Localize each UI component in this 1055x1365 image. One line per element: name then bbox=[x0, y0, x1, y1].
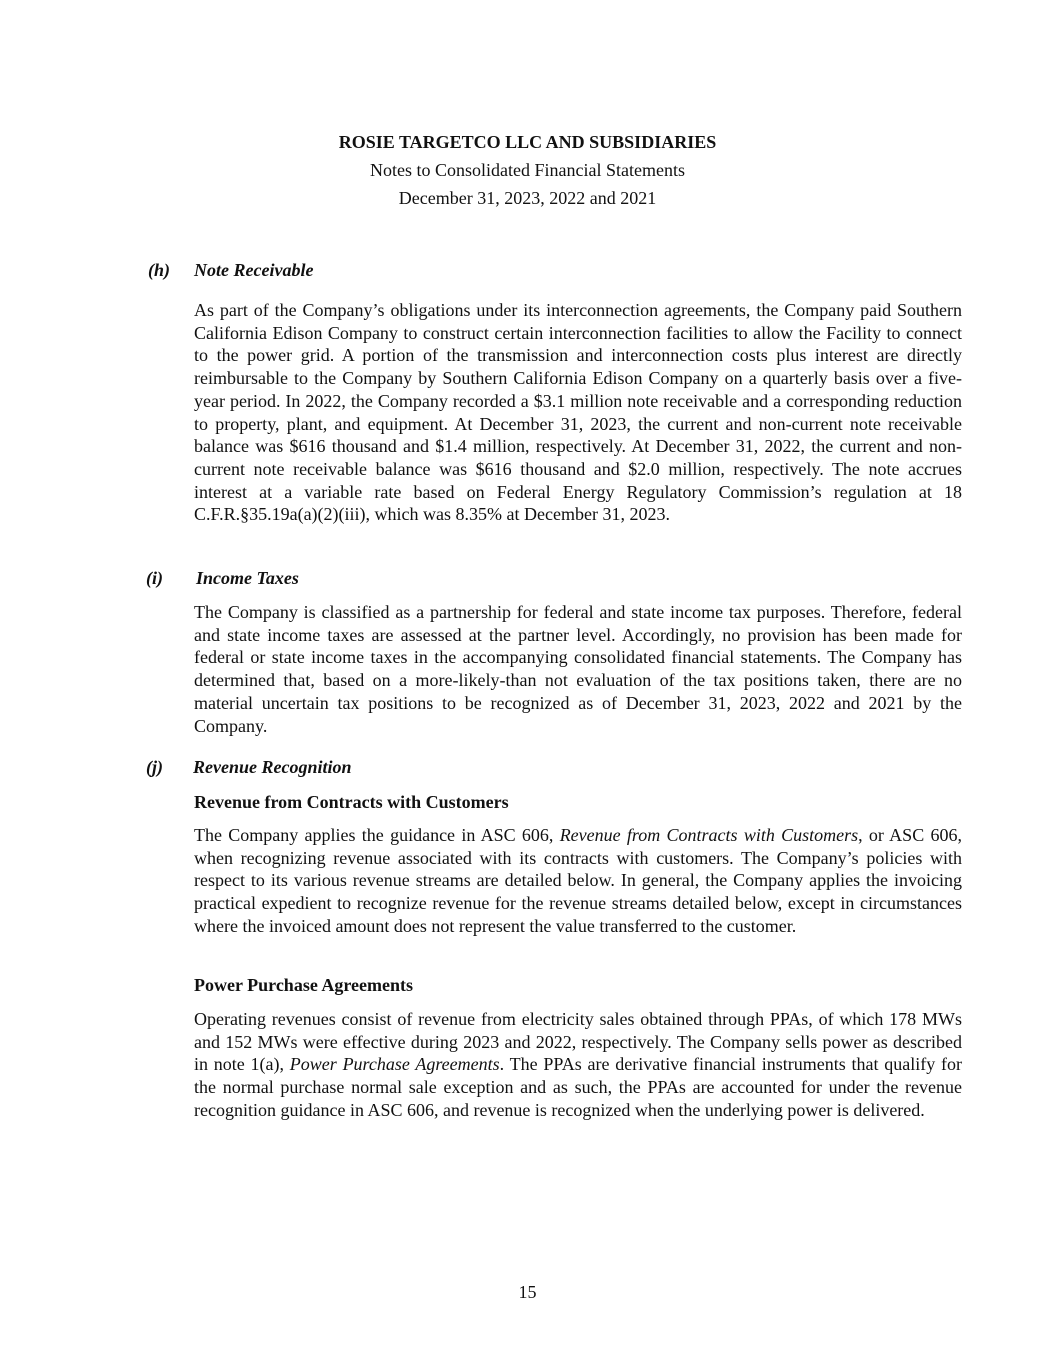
paragraph-income-taxes: The Company is classified as a partnership for federal and state income tax purposes. Therefore, federal and state income taxes are assessed at the partner level. Accordingly, no provision has been made for federal or state income taxes in the accompanying consolidated financial statements. The Company has determined that, based on a more-likely-than not evaluation of the tax positions taken, there are no material uncertain tax positions to be recognized as of December 31, 2023, 2022 and 2021 by the Company. bbox=[194, 602, 962, 736]
document-dates: December 31, 2023, 2022 and 2021 bbox=[398, 188, 657, 208]
section-title-income-taxes: Income Taxes bbox=[196, 568, 299, 588]
section-label-i: (i) bbox=[146, 568, 163, 588]
subsection-title-ppa: Power Purchase Agreements bbox=[194, 975, 413, 995]
section-title-revenue-recognition: Revenue Recognition bbox=[193, 757, 352, 777]
paragraph-contracts-with-customers: The Company applies the guidance in ASC 606, Revenue from Contracts with Customers, or ASC 606, when recognizing revenue associated with its contracts with customers. The Company’s policies with respect to its various revenue streams are detailed below. In general, the Company applies the invoicing practical expedient to recognize revenue for the revenue streams detailed below, except in circumstances where the invoiced amount does not represent the value transferred to the customer. bbox=[194, 825, 962, 936]
document-subtitle: Notes to Consolidated Financial Statements bbox=[370, 160, 685, 180]
paragraph-power-purchase-agreements: Operating revenues consist of revenue from electricity sales obtained through PPAs, of which 178 MWs and 152 MWs were effective during 2023 and 2022, respectively. The Company sells power as described in note 1(a), Power Purchase Agreements. The PPAs are derivative financial instruments that qualify for the normal purchase normal sale exception and as such, the PPAs are accounted for under the revenue recognition guidance in ASC 606, and revenue is recognized when the underlying power is delivered. bbox=[194, 1009, 962, 1120]
page-number: 15 bbox=[518, 1282, 537, 1302]
section-title-note-receivable: Note Receivable bbox=[194, 260, 314, 280]
section-label-j: (j) bbox=[146, 757, 163, 777]
section-label-h: (h) bbox=[148, 260, 170, 280]
paragraph-note-receivable: As part of the Company’s obligations under its interconnection agreements, the Company paid Southern California Edison Company to construct certain interconnection facilities to allow the Facility to connect to the power grid. A portion of the transmission and interconnection costs plus interest are directly reimbursable to the Company by Southern California Edison Company on a quarterly basis over a five-year period. In 2022, the Company recorded a $3.1 million note receivable and a corresponding reduction to property, plant, and equipment. At December 31, 2023, the current and non-current note receivable balance was $616 thousand and $1.4 million, respectively. At December 31, 2022, the current and non-current note receivable balance was $616 thousand and $2.0 million, respectively. The note accrues interest at a variable rate based on Federal Energy Regulatory Commission’s regulation at 18 C.F.R.§35.19a(a)(2)(iii), which was 8.35% at December 31, 2023. bbox=[194, 300, 962, 525]
subsection-title-contracts: Revenue from Contracts with Customers bbox=[194, 792, 509, 812]
company-title: ROSIE TARGETCO LLC AND SUBSIDIARIES bbox=[338, 132, 717, 152]
